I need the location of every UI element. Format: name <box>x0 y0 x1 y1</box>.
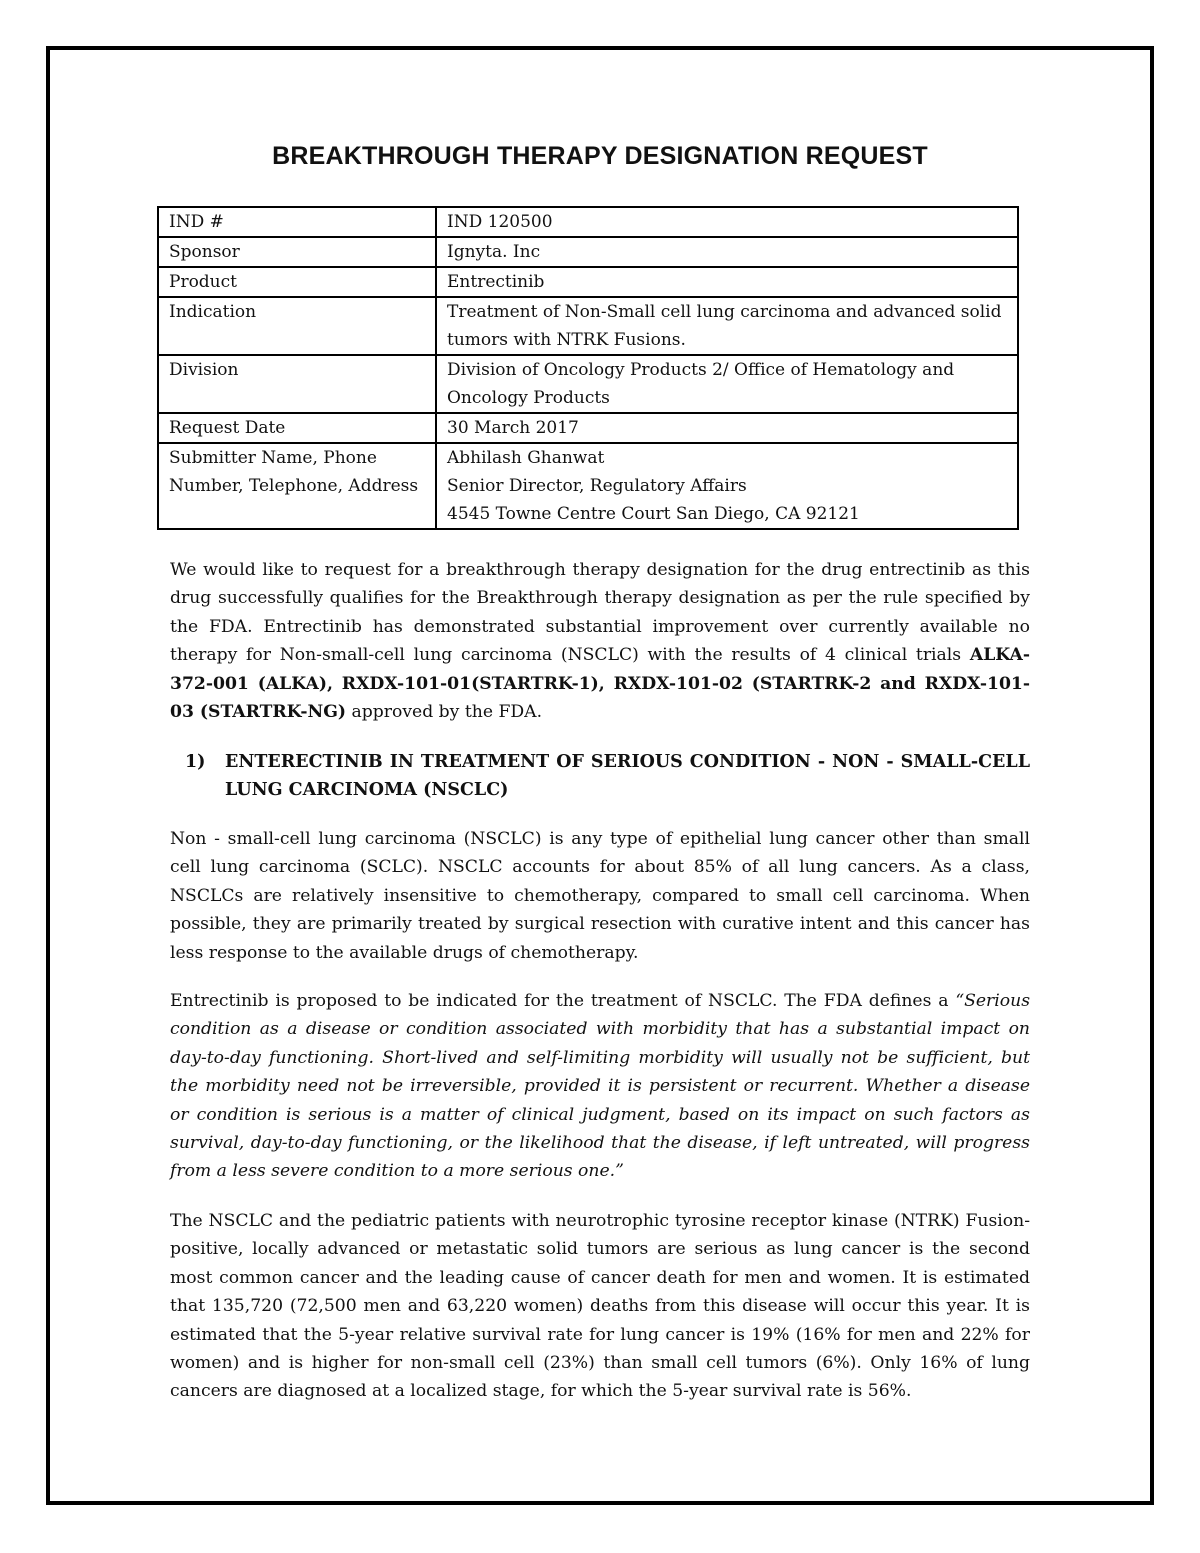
intro-paragraph <box>170 556 1030 726</box>
value-line: Senior Director, Regulatory Affairs <box>447 476 747 496</box>
table-row <box>158 267 1018 297</box>
value-line: Abhilash Ghanwat <box>447 448 605 468</box>
row-label: Sponsor <box>158 237 436 267</box>
row-label: Request Date <box>158 413 436 443</box>
row-label: Indication <box>158 297 436 355</box>
row-value <box>436 355 1018 413</box>
row-label: IND # <box>158 207 436 237</box>
fda-definition-quote: “Serious condition as a disease or condition associated with morbidity that has a substantial impact on day-to-day functioning. Short-lived and self-limiting morbidity will usually not be sufficient, but the morbidity need not be irreversible, provided it is persistent or recurrent. Whether a disease or condition is serious is a matter of clinical judgment, based on its impact on such factors as survival, day-to-day functioning, or the likelihood that the disease, if left untreated, will progress from a less severe condition to a more serious one.” <box>170 991 1031 1182</box>
value-line: 4545 Towne Centre Court San Diego, CA 92121 <box>447 504 860 524</box>
document-title: BREAKTHROUGH THERAPY DESIGNATION REQUEST <box>272 142 928 170</box>
table-row <box>158 207 1018 237</box>
value-line: Entrectinib <box>447 272 545 292</box>
table-row <box>158 297 1018 355</box>
statistics-paragraph: The NSCLC and the pediatric patients with neurotrophic tyrosine receptor kinase (NTRK) Fusion-positive, locally advanced or metastatic solid tumors are serious as lung cancer is the second most common cancer and the leading cause of cancer death for men and women. It is estimated that 135,720 (72,500 men and 63,220 women) deaths from this disease will occur this year. It is estimated that the 5-year relative survival rate for lung cancer is 19% (16% for men and 22% for women) and is higher for non-small cell (23%) than small cell tumors (6%). Only 16% of lung cancers are diagnosed at a localized stage, for which the 5-year survival rate is 56%. <box>170 1211 1030 1402</box>
row-value <box>436 237 1018 267</box>
section-title: ENTERECTINIB IN TREATMENT OF SERIOUS CONDITION - NON - SMALL-CELL LUNG CARCINOMA (NSCLC) <box>225 752 1030 800</box>
row-value <box>436 207 1018 237</box>
row-label: Division <box>158 355 436 413</box>
table-row <box>158 237 1018 267</box>
trial-list: ALKA-372-001 (ALKA), RXDX-101-01(STARTRK-1), RXDX-101-02 (STARTRK-2 and RXDX-101-03 (STARTRK-NG) <box>170 645 1030 723</box>
row-label: Submitter Name, Phone Number, Telephone, Address <box>158 443 436 529</box>
value-line: Ignyta. Inc <box>447 242 541 262</box>
value-line: Division of Oncology Products 2/ Office of Hematology and Oncology Products <box>447 360 955 408</box>
intro-text: We would like to request for a breakthrough therapy designation for the drug entrectinib as this drug successfully qualifies for the Breakthrough therapy designation as per the rule specified by the FDA. Entrectinib has demonstrated substantial improvement over currently available no therapy for Non-small-cell lung carcinoma (NSCLC) with the results of 4 clinical trials <box>170 560 1030 666</box>
value-line: 30 March 2017 <box>447 418 579 438</box>
row-label: Product <box>158 267 436 297</box>
nsclc-paragraph: Non - small-cell lung carcinoma (NSCLC) is any type of epithelial lung cancer other than small cell lung carcinoma (SCLC). NSCLC accounts for about 85% of all lung cancers. As a class, NSCLCs are relatively insensitive to chemotherapy, compared to small cell carcinoma. When possible, they are primarily treated by surgical resection with curative intent and this cancer has less response to the available drugs of chemotherapy. <box>170 829 1030 963</box>
table-row <box>158 355 1018 413</box>
request-info-table <box>157 206 1019 530</box>
table-row <box>158 443 1018 529</box>
row-value <box>436 267 1018 297</box>
table-row <box>158 413 1018 443</box>
definition-paragraph <box>170 987 1030 1186</box>
row-value <box>436 297 1018 355</box>
intro-tail: approved by the FDA. <box>351 702 543 723</box>
row-value <box>436 413 1018 443</box>
definition-lead: Entrectinib is proposed to be indicated for the treatment of NSCLC. The FDA defines a <box>170 991 949 1011</box>
value-line: IND 120500 <box>447 212 553 232</box>
value-line: Treatment of Non-Small cell lung carcinoma and advanced solid tumors with NTRK Fusions. <box>447 302 1002 350</box>
section-heading <box>185 748 1030 804</box>
row-value <box>436 443 1018 529</box>
section-number: 1) <box>185 752 206 772</box>
